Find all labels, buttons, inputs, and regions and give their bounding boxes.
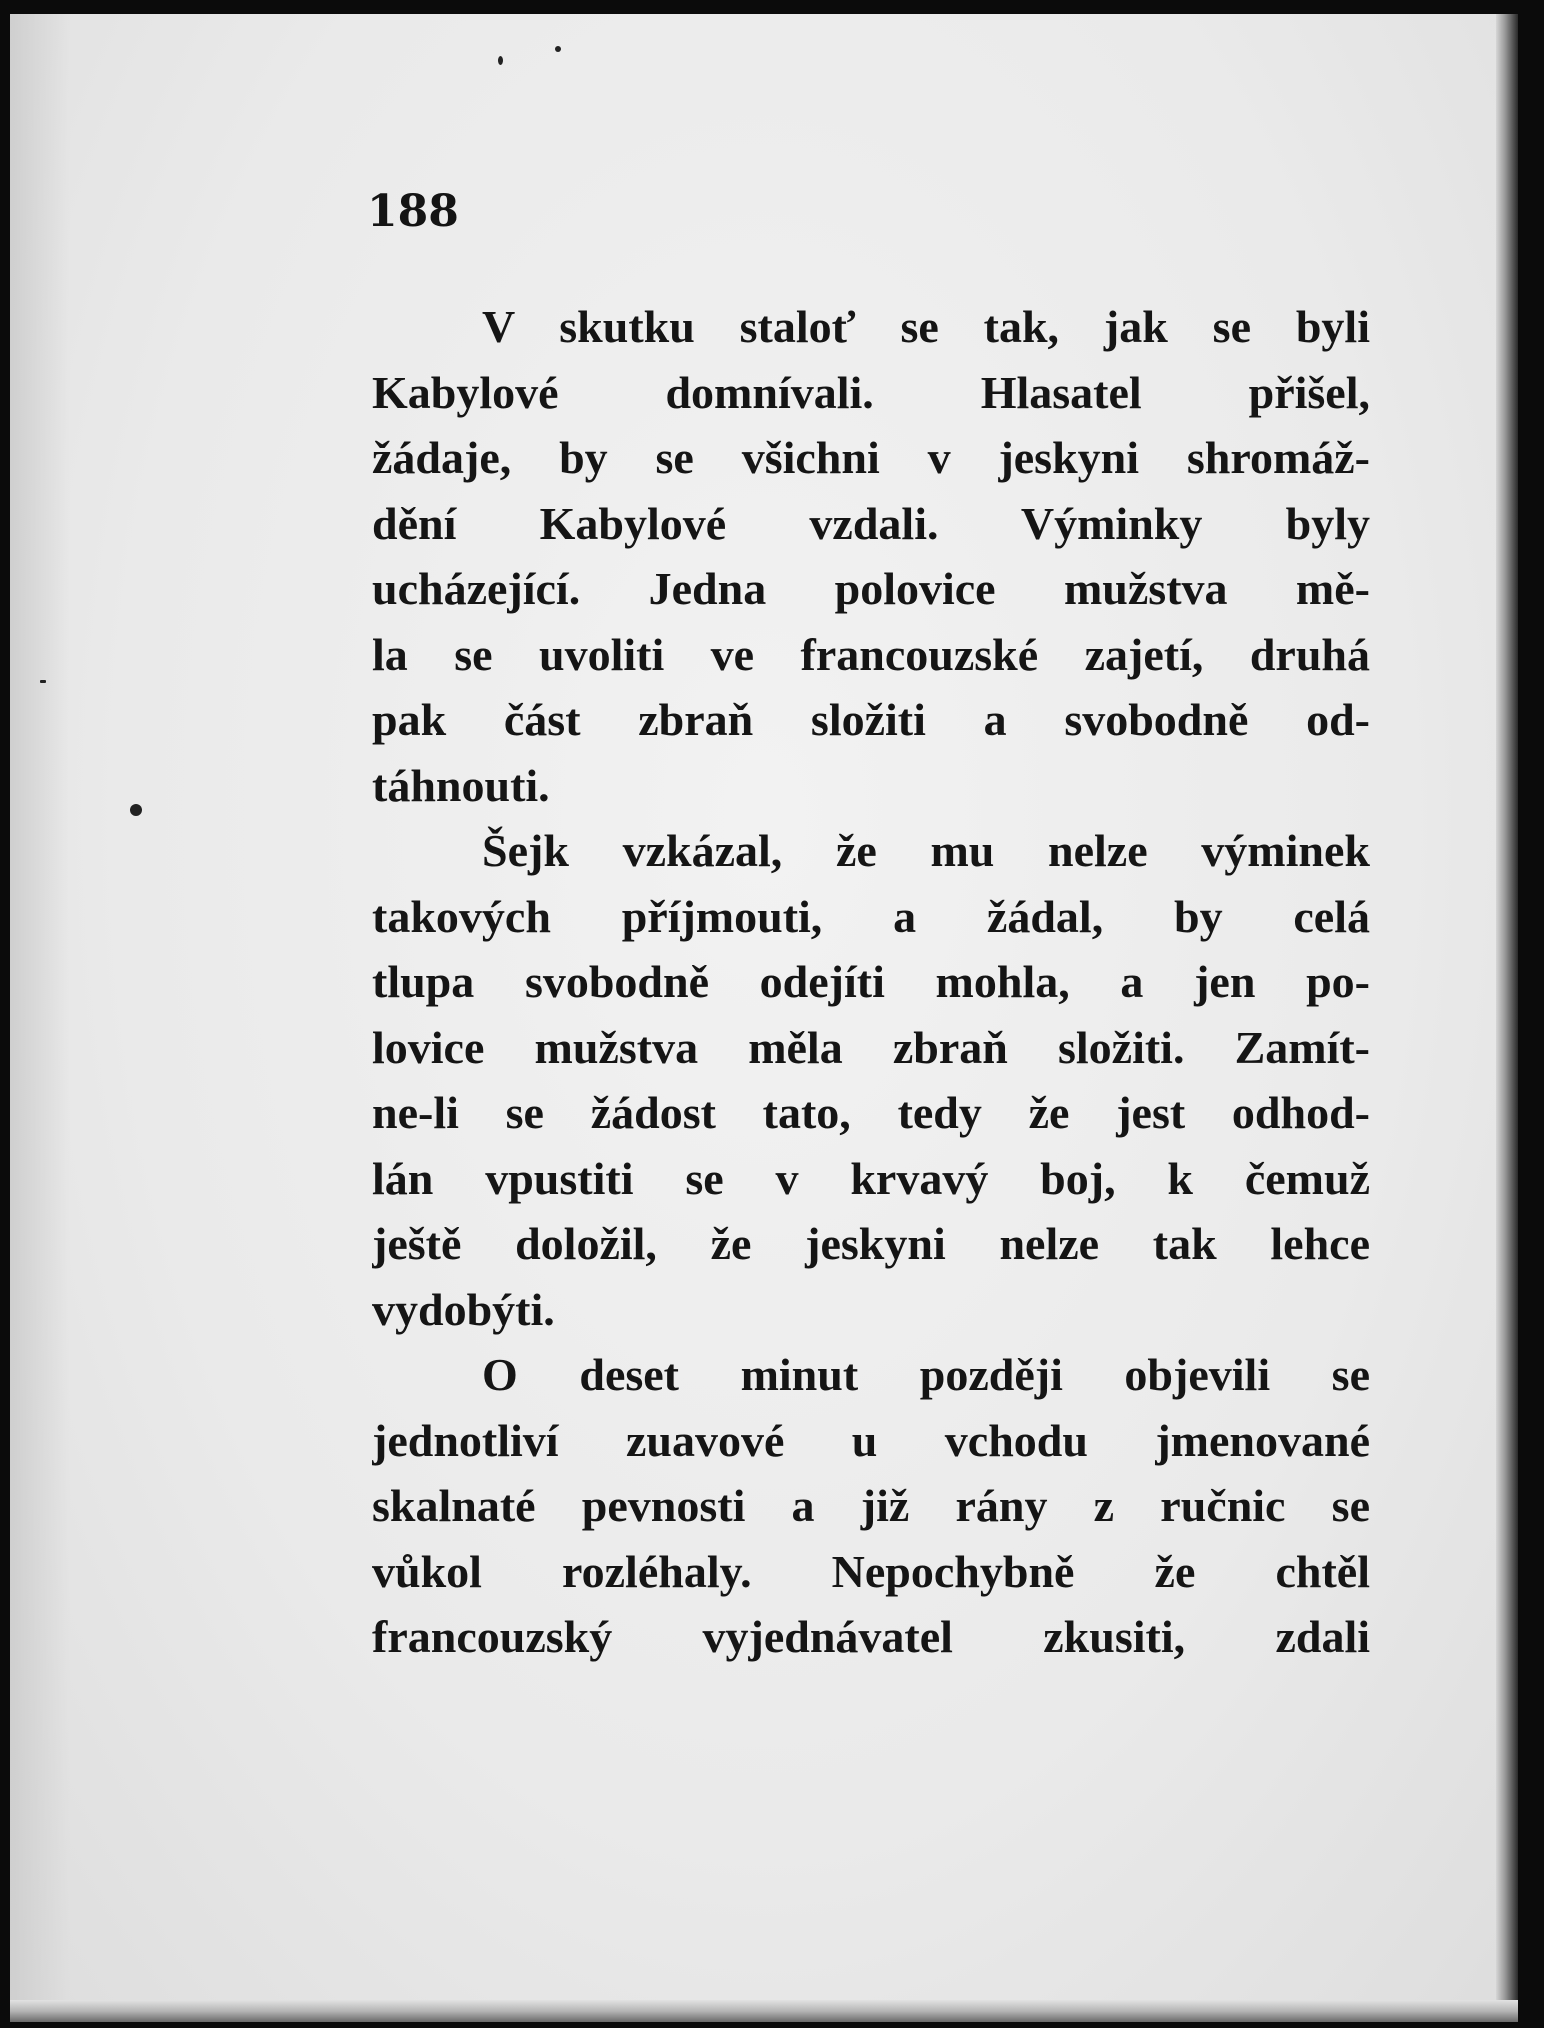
text-line: francouzský vyjednávatel zkusiti, zdali	[372, 1611, 1370, 1662]
text-line: Kabylové domnívali. Hlasatel přišel,	[372, 366, 1370, 418]
text-line: dění Kabylové vzdali. Výminky byly	[372, 497, 1370, 549]
ink-speck	[40, 680, 46, 683]
page-edge-right	[1496, 14, 1518, 2022]
text-line: žádaje, by se všichni v jeskyni shromáž-	[372, 432, 1370, 483]
text-line: ještě doložil, že jeskyni nelze tak lehce	[372, 1218, 1370, 1269]
ink-speck	[498, 56, 503, 65]
text-line: ne-li se žádost tato, tedy že jest odhod-	[372, 1087, 1370, 1138]
text-line: skalnaté pevnosti a již rány z ručnic se	[372, 1480, 1370, 1531]
text-line: pak část zbraň složiti a svobodně od-	[372, 694, 1370, 745]
text-line: lán vpustiti se v krvavý boj, k čemuž	[372, 1152, 1370, 1204]
text-line: V skutku staloť se tak, jak se byli	[482, 301, 1370, 352]
text-line: lovice mužstva měla zbraň složiti. Zamít-	[372, 1021, 1370, 1073]
page-shadow-left	[10, 14, 70, 2022]
body-text	[372, 294, 1370, 1670]
text-line: ucházející. Jedna polovice mužstva mě-	[372, 563, 1370, 614]
text-line: táhnouti.	[372, 759, 550, 811]
ink-speck	[555, 46, 561, 52]
page-number: 188	[367, 186, 459, 237]
book-page	[10, 14, 1518, 2022]
ink-speck	[130, 804, 142, 816]
text-line: la se uvoliti ve francouzské zajetí, druhá	[372, 628, 1370, 680]
text-line: vydobýti.	[372, 1283, 555, 1335]
text-line: jednotliví zuavové u vchodu jmenované	[372, 1414, 1370, 1466]
text-line: vůkol rozléhaly. Nepochybně že chtěl	[372, 1545, 1370, 1597]
text-line: O deset minut později objevili se	[482, 1349, 1370, 1400]
text-line: tlupa svobodně odejíti mohla, a jen po-	[372, 956, 1370, 1007]
text-line: takových příjmouti, a žádal, by celá	[372, 890, 1370, 942]
text-line: Šejk vzkázal, že mu nelze výminek	[482, 825, 1370, 876]
page-edge-bottom	[10, 2000, 1518, 2022]
